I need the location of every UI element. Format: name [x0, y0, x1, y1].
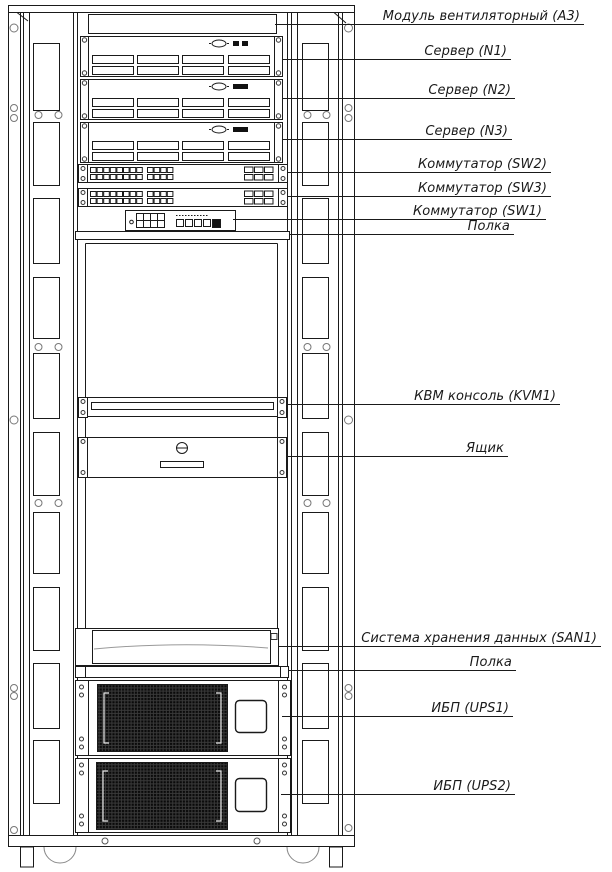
ups2-unit	[76, 759, 291, 833]
label-drawer: Ящик	[287, 441, 508, 457]
label-switch-sw2: Коммутатор (SW2)	[288, 157, 551, 173]
ups-display	[236, 701, 267, 733]
label-ups2: ИБП (UPS2)	[281, 779, 515, 795]
label-shelf-bottom: Полка	[288, 655, 516, 671]
led-indicators	[233, 84, 248, 89]
led-indicators	[233, 127, 248, 132]
drawer-unit	[79, 438, 287, 478]
ups-vent-grille	[97, 763, 228, 830]
fan-module-unit	[89, 15, 277, 34]
rack-feet	[21, 847, 343, 867]
label-fan-module: Модуль вентиляторный (А3)	[275, 9, 584, 25]
label-server-n1: Сервер (N1)	[283, 44, 511, 60]
switch-sw2-unit	[79, 165, 288, 183]
label-kvm-console: КВМ консоль (KVM1)	[287, 389, 560, 405]
label-ups1: ИБП (UPS1)	[282, 701, 513, 717]
left-side-panel-vents	[34, 44, 63, 804]
server-n2-unit	[81, 80, 283, 120]
ups-vent-grille	[98, 685, 228, 752]
rack-casters	[44, 847, 319, 863]
shelf-top-unit	[76, 232, 290, 240]
san-storage-unit	[76, 629, 279, 666]
label-switch-sw1: Коммутатор (SW1)	[233, 204, 546, 220]
drawer-handle	[161, 462, 204, 468]
server-n1-unit	[81, 37, 283, 77]
switch-sw1-unit	[126, 211, 236, 231]
server-n3-unit	[81, 123, 283, 163]
label-shelf-top: Полка	[290, 219, 514, 235]
shelf-bottom-unit	[76, 667, 289, 678]
ups-display	[236, 779, 267, 812]
label-server-n3: Сервер (N3)	[283, 124, 512, 140]
label-server-n2: Сервер (N2)	[283, 83, 515, 99]
label-switch-sw3: Коммутатор (SW3)	[288, 181, 551, 197]
equipment-bay-outline	[86, 244, 278, 629]
kvm-console-unit	[79, 398, 287, 418]
label-san-storage: Система хранения данных (SAN1)	[278, 631, 601, 647]
ups1-unit	[76, 681, 291, 756]
